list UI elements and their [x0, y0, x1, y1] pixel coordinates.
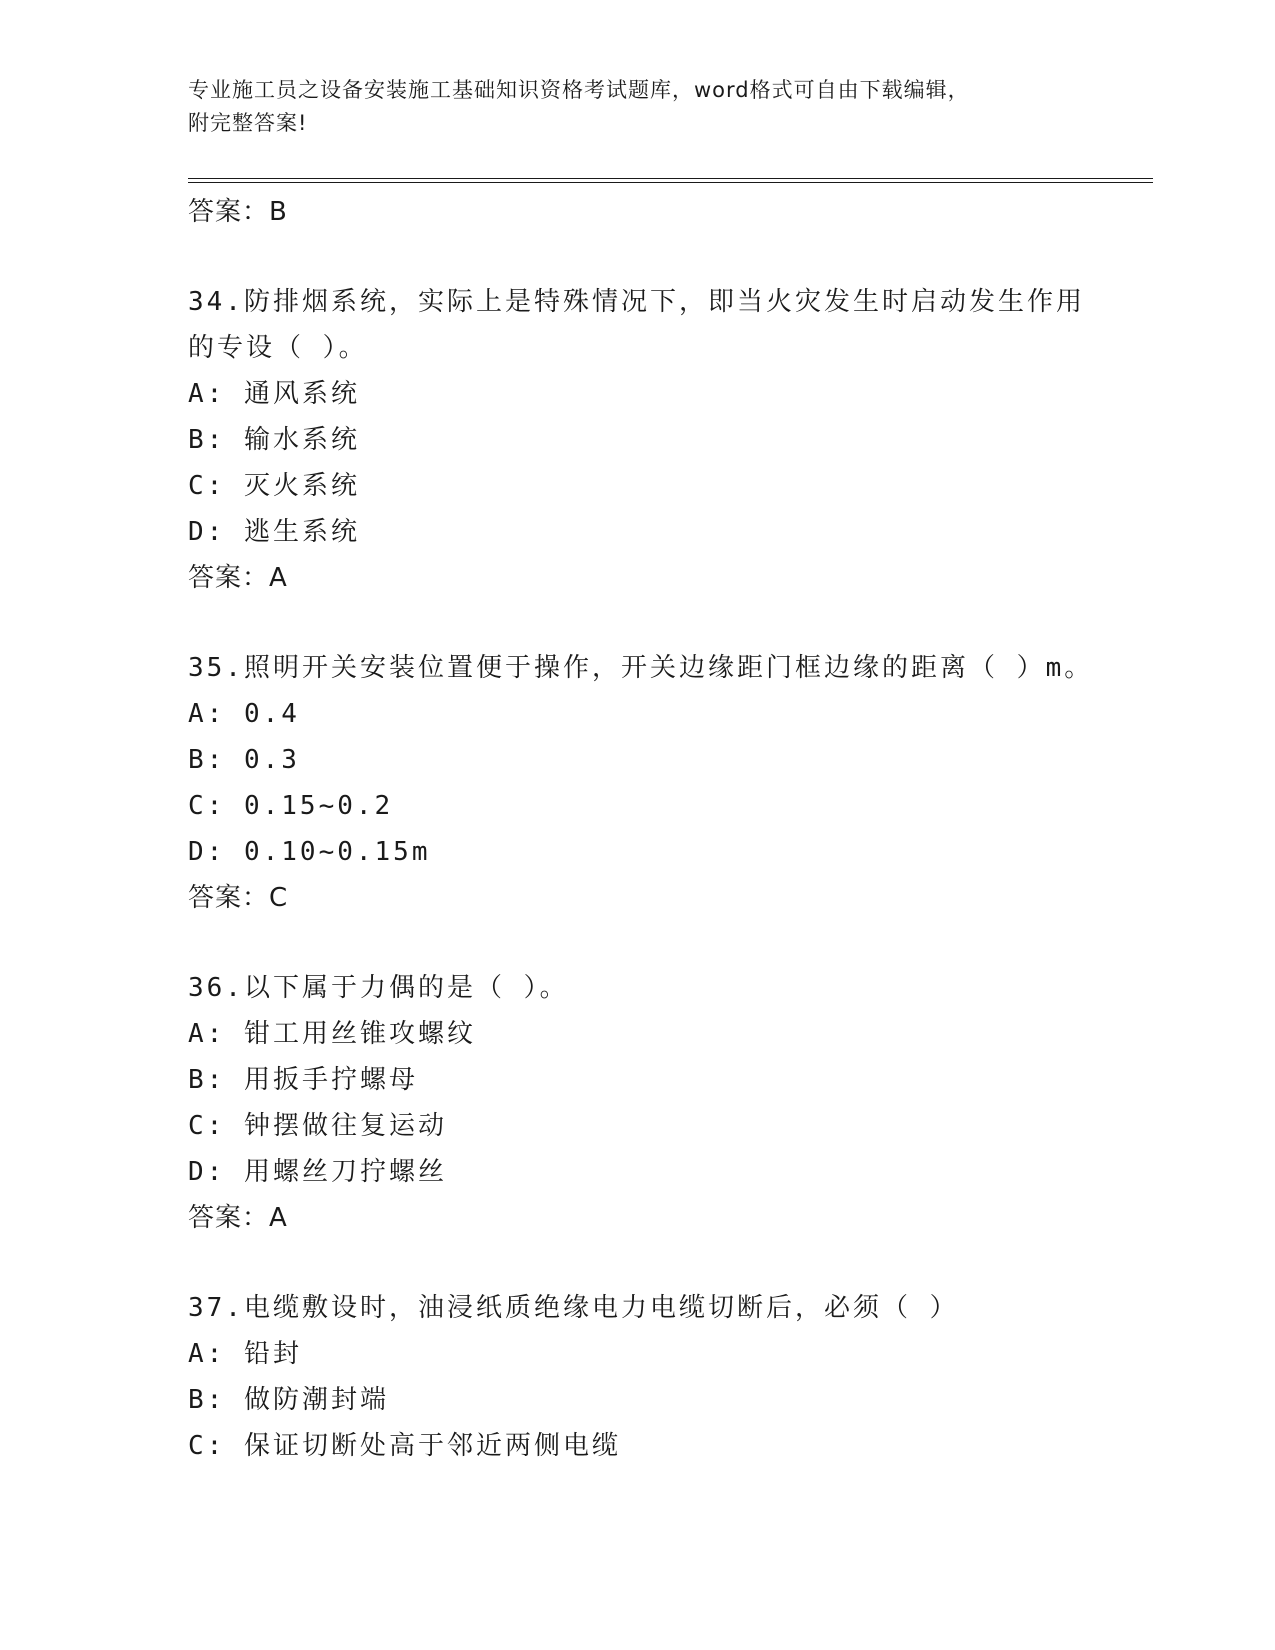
option-c: C: 保证切断处高于邻近两侧电缆: [188, 1431, 621, 1461]
header-divider: [188, 178, 1153, 183]
option-d: D: 逃生系统: [188, 517, 360, 547]
question-stem: 35.照明开关安装位置便于操作，开关边缘距门框边缘的距离（ ）m。: [188, 653, 1094, 683]
option-b: B: 输水系统: [188, 425, 360, 455]
question-35: [188, 645, 1094, 921]
spacer: [188, 601, 1088, 645]
question-stem: 的专设（ ）。: [188, 333, 368, 363]
previous-answer: 答案：B: [188, 197, 288, 227]
option-c: C: 灭火系统: [188, 471, 360, 501]
answer: 答案：A: [188, 563, 288, 593]
answer: 答案：A: [188, 1203, 288, 1233]
spacer: [188, 1241, 1088, 1285]
option-d: D: 用螺丝刀拧螺丝: [188, 1157, 447, 1187]
option-b: B: 0.3: [188, 745, 300, 775]
question-stem: 37.电缆敷设时，油浸纸质绝缘电力电缆切断后，必须（ ）: [188, 1293, 959, 1323]
question-37: [188, 1285, 1088, 1469]
question-34: [188, 279, 1088, 601]
option-d: D: 0.10~0.15m: [188, 837, 431, 867]
option-b: B: 用扳手拧螺母: [188, 1065, 418, 1095]
spacer: [188, 235, 1088, 279]
header-line-1: 专业施工员之设备安装施工基础知识资格考试题库，word格式可自由下载编辑，: [188, 78, 970, 102]
question-list: [188, 189, 1094, 1469]
question-36: [188, 965, 1088, 1241]
option-c: C: 钟摆做往复运动: [188, 1111, 447, 1141]
option-a: A: 0.4: [188, 699, 300, 729]
option-a: A: 通风系统: [188, 379, 360, 409]
answer: 答案：C: [188, 883, 289, 913]
spacer: [188, 921, 1088, 965]
option-b: B: 做防潮封端: [188, 1385, 389, 1415]
option-a: A: 铅封: [188, 1339, 302, 1369]
option-c: C: 0.15~0.2: [188, 791, 394, 821]
document-header: [188, 74, 1068, 140]
question-stem: 36.以下属于力偶的是（ ）。: [188, 973, 569, 1003]
header-line-2: 附完整答案!: [188, 111, 308, 135]
question-stem: 34.防排烟系统，实际上是特殊情况下，即当火灾发生时启动发生作用: [188, 287, 1085, 317]
option-a: A: 钳工用丝锥攻螺纹: [188, 1019, 476, 1049]
